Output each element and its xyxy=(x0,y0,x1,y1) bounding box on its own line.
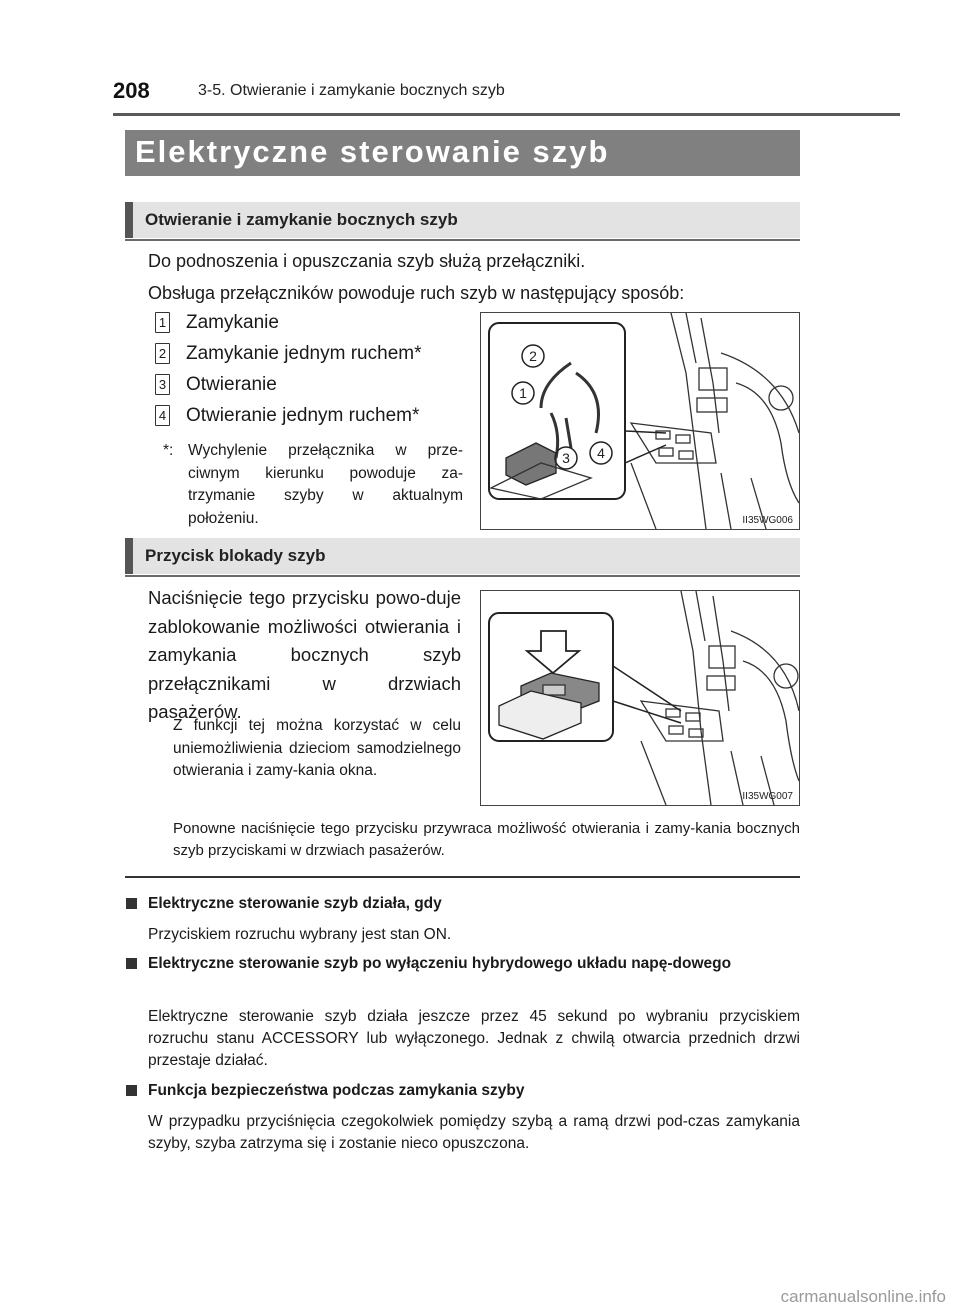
info-text: Przyciskiem rozruchu wybrany jest stan ON. xyxy=(148,926,452,943)
footnote-text: Wychylenie przełącznika w prze-ciwnym kierunku powoduje za-trzymanie szyby w aktualnym położeniu. xyxy=(188,442,463,527)
page-header xyxy=(113,78,900,114)
lock-switch-note: Z funkcji tej można korzystać w celu uniemożliwienia dzieciom samodzielnego otwierania i zamy-kania okna. xyxy=(173,717,461,779)
window-switch-illustration xyxy=(480,312,800,530)
list-item xyxy=(155,374,277,400)
section-path: 3-5. Otwieranie i zamykanie bocznych szyb xyxy=(198,82,505,99)
watermark: carmanualsonline.info xyxy=(780,1287,946,1306)
main-title-bar xyxy=(125,130,800,176)
lock-switch-description: Naciśnięcie tego przycisku powo-duje zablokowanie możliwości otwierania i zamykania bocznych szyb przełącznikami w drzwiach pasażerów. xyxy=(148,587,461,722)
info-heading-text: Elektryczne sterowanie szyb działa, gdy xyxy=(148,895,442,912)
callout-3: 3 xyxy=(562,450,570,466)
square-bullet-icon xyxy=(126,958,137,969)
section-heading-bar xyxy=(125,538,800,574)
list-item xyxy=(155,312,279,338)
figure-label: II35WG006 xyxy=(742,515,793,526)
callout-1: 1 xyxy=(519,385,527,401)
info-heading-text: Elektryczne sterowanie szyb po wyłączeniu hybrydowego układu napę-dowego xyxy=(148,955,732,972)
page-number: 208 xyxy=(113,78,150,103)
item-number: 1 xyxy=(155,312,170,333)
callout-4: 4 xyxy=(597,445,605,461)
restore-note: Ponowne naciśnięcie tego przycisku przywraca możliwość otwierania i zamy-kania bocznych szyb przyciskami w drzwiach pasażerów. xyxy=(173,820,800,859)
square-bullet-icon xyxy=(126,898,137,909)
section-heading: Otwieranie i zamykanie bocznych szyb xyxy=(145,210,458,229)
figure-label: II35WG007 xyxy=(742,791,793,802)
section-divider xyxy=(125,876,800,878)
callout-2: 2 xyxy=(529,348,537,364)
intro-text: Do podnoszenia i opuszczania szyb służą przełączniki. xyxy=(148,251,586,271)
footnote xyxy=(163,440,463,530)
list-item xyxy=(155,405,419,431)
lock-switch-illustration xyxy=(480,590,800,806)
window-switch-drawing xyxy=(481,313,799,529)
item-label: Zamykanie jednym ruchem* xyxy=(186,343,422,364)
item-label: Zamykanie xyxy=(186,312,279,333)
item-number: 4 xyxy=(155,405,170,426)
info-heading xyxy=(125,953,800,975)
section-heading-bar xyxy=(125,202,800,238)
list-item xyxy=(155,343,421,369)
intro-text: Obsługa przełączników powoduje ruch szyb w następujący sposób: xyxy=(148,283,685,303)
page-title: Elektryczne sterowanie szyb xyxy=(135,134,610,169)
info-text: W przypadku przyciśnięcia czegokolwiek pomiędzy szybą a ramą drzwi pod-czas zamykania szyby, szyba zatrzyma się i zostanie nieco opuszczona. xyxy=(148,1113,800,1152)
info-heading xyxy=(125,893,800,915)
item-number: 2 xyxy=(155,343,170,364)
item-number: 3 xyxy=(155,374,170,395)
item-label: Otwieranie jednym ruchem* xyxy=(186,405,420,426)
lock-switch-drawing xyxy=(481,591,799,805)
header-divider xyxy=(113,113,900,116)
info-heading-text: Funkcja bezpieczeństwa podczas zamykania szyby xyxy=(148,1082,525,1099)
section-heading: Przycisk blokady szyb xyxy=(145,546,326,565)
footnote-mark: *: xyxy=(163,442,174,459)
item-label: Otwieranie xyxy=(186,374,277,395)
info-text: Elektryczne sterowanie szyb działa jeszcze przez 45 sekund po wybraniu przyciskiem rozruchu stanu ACCESSORY lub wyłączonego. Jednak z chwilą otwarcia przednich drzwi przestaje działać. xyxy=(148,1008,800,1069)
info-heading xyxy=(125,1080,800,1102)
square-bullet-icon xyxy=(126,1085,137,1096)
